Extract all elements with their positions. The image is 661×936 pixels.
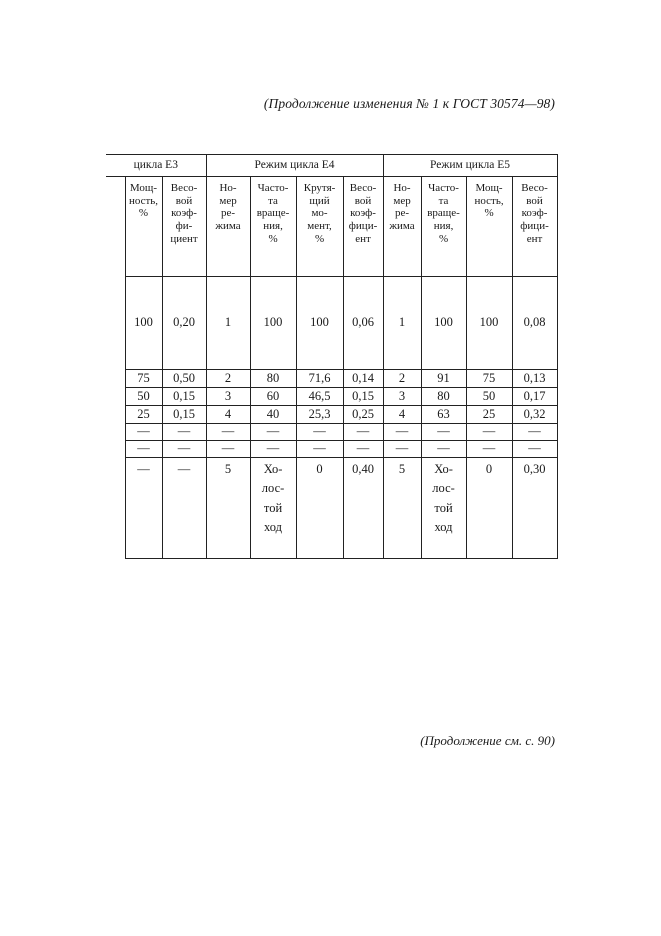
col-header-e5-speed: Часто- та враще- ния, % [421,177,466,277]
table-cell: 1 [206,277,250,370]
header-note: (Продолжение изменения № 1 к ГОСТ 30574—98) [263,96,555,111]
table-row [106,441,557,458]
table-cell: 46,5 [296,388,343,406]
table-cell: 0,50 [162,370,206,388]
table-cell: 63 [421,406,466,424]
table-cell: 100 [125,277,162,370]
table-cell: — [206,441,250,458]
table-cell: 2 [383,370,421,388]
table-cell: 80 [421,388,466,406]
table-row [106,370,557,388]
group-header-e5: Режим цикла Е5 [383,155,557,177]
table-cell: 91 [421,370,466,388]
col-header-e5-mode: Но- мер ре- жима [383,177,421,277]
table-cell: 50 [125,388,162,406]
table-cell: 71,6 [296,370,343,388]
table-cell: 100 [250,277,296,370]
table-cell: 60 [250,388,296,406]
table-row [106,458,557,559]
table-row [106,277,557,370]
table-cell: 4 [206,406,250,424]
table-cell: — [421,441,466,458]
table-cell: 100 [466,277,512,370]
table-cell: 5 [206,458,250,559]
table-cell: 100 [296,277,343,370]
col-header-e3-power: Мощ- ность, % [125,177,162,277]
col-header-e4-torque: Крутя- щий мо- мент, % [296,177,343,277]
left-edge-cell [106,424,125,441]
table-cell: 50 [466,388,512,406]
table-cell: — [343,424,383,441]
table-cell: 0,30 [512,458,557,559]
col-header-e4-speed: Часто- та враще- ния, % [250,177,296,277]
table-cell: 0,32 [512,406,557,424]
table-cell: — [466,424,512,441]
table-cell-idle-e5: Хо- лос- той ход [421,458,466,559]
table-cell: 75 [466,370,512,388]
left-edge-cell [106,406,125,424]
table-cell: 0,08 [512,277,557,370]
table-cell: 0,15 [162,388,206,406]
table-cell: 75 [125,370,162,388]
table-cell: 0,17 [512,388,557,406]
table-cell: 2 [206,370,250,388]
group-header-e3: цикла Е3 [106,155,206,177]
table-cell: — [343,441,383,458]
table-cell: 40 [250,406,296,424]
table-cell: 25,3 [296,406,343,424]
table-cell: 3 [383,388,421,406]
table-cell: 4 [383,406,421,424]
table-cell: 0 [466,458,512,559]
left-edge-cell [106,441,125,458]
table-cell: 0,14 [343,370,383,388]
table-cell: — [250,424,296,441]
col-header-e4-mode: Но- мер ре- жима [206,177,250,277]
table-cell: — [296,441,343,458]
footer-note: (Продолжение см. с. 90) [420,733,555,748]
table-cell: — [125,424,162,441]
group-header-e4: Режим цикла Е4 [206,155,383,177]
table-group-header-row [106,155,557,177]
col-header-e5-power: Мощ- ность, % [466,177,512,277]
col-header-e5-weight: Весо- вой коэф- фици- ент [512,177,557,277]
table-cell: 80 [250,370,296,388]
table-cell: 0,13 [512,370,557,388]
table-cell: 100 [421,277,466,370]
table-cell: — [383,441,421,458]
table-column-header-row [106,177,557,277]
table-cell: — [162,424,206,441]
left-edge-cell [106,388,125,406]
left-edge-cell [106,370,125,388]
left-edge-cell [106,177,125,277]
table-cell: 3 [206,388,250,406]
table-cell: — [125,441,162,458]
table-cell: 0,20 [162,277,206,370]
table-cell: — [512,441,557,458]
table-cell: — [421,424,466,441]
table-cell-idle-e4: Хо- лос- той ход [250,458,296,559]
table-cell: — [512,424,557,441]
table-cell: — [162,441,206,458]
left-edge-cell [106,277,125,370]
table-cell: — [296,424,343,441]
table-cell: 25 [125,406,162,424]
table-row [106,424,557,441]
table-cell: — [466,441,512,458]
col-header-e3-weight: Весо- вой коэф- фи- циент [162,177,206,277]
table-cell: 25 [466,406,512,424]
test-cycle-table [106,154,558,559]
table-cell: 0,06 [343,277,383,370]
table-cell: 0,40 [343,458,383,559]
table-cell: 1 [383,277,421,370]
table-cell: 0,15 [343,388,383,406]
table-cell: 0,15 [162,406,206,424]
table-cell: — [383,424,421,441]
table-row [106,406,557,424]
table-cell: — [125,458,162,559]
table-cell: 0 [296,458,343,559]
col-header-e4-weight: Весо- вой коэф- фици- ент [343,177,383,277]
table-cell: — [250,441,296,458]
table-row [106,388,557,406]
table-cell: 5 [383,458,421,559]
table-cell: 0,25 [343,406,383,424]
left-edge-cell [106,458,125,559]
table-cell: — [206,424,250,441]
table-cell: — [162,458,206,559]
